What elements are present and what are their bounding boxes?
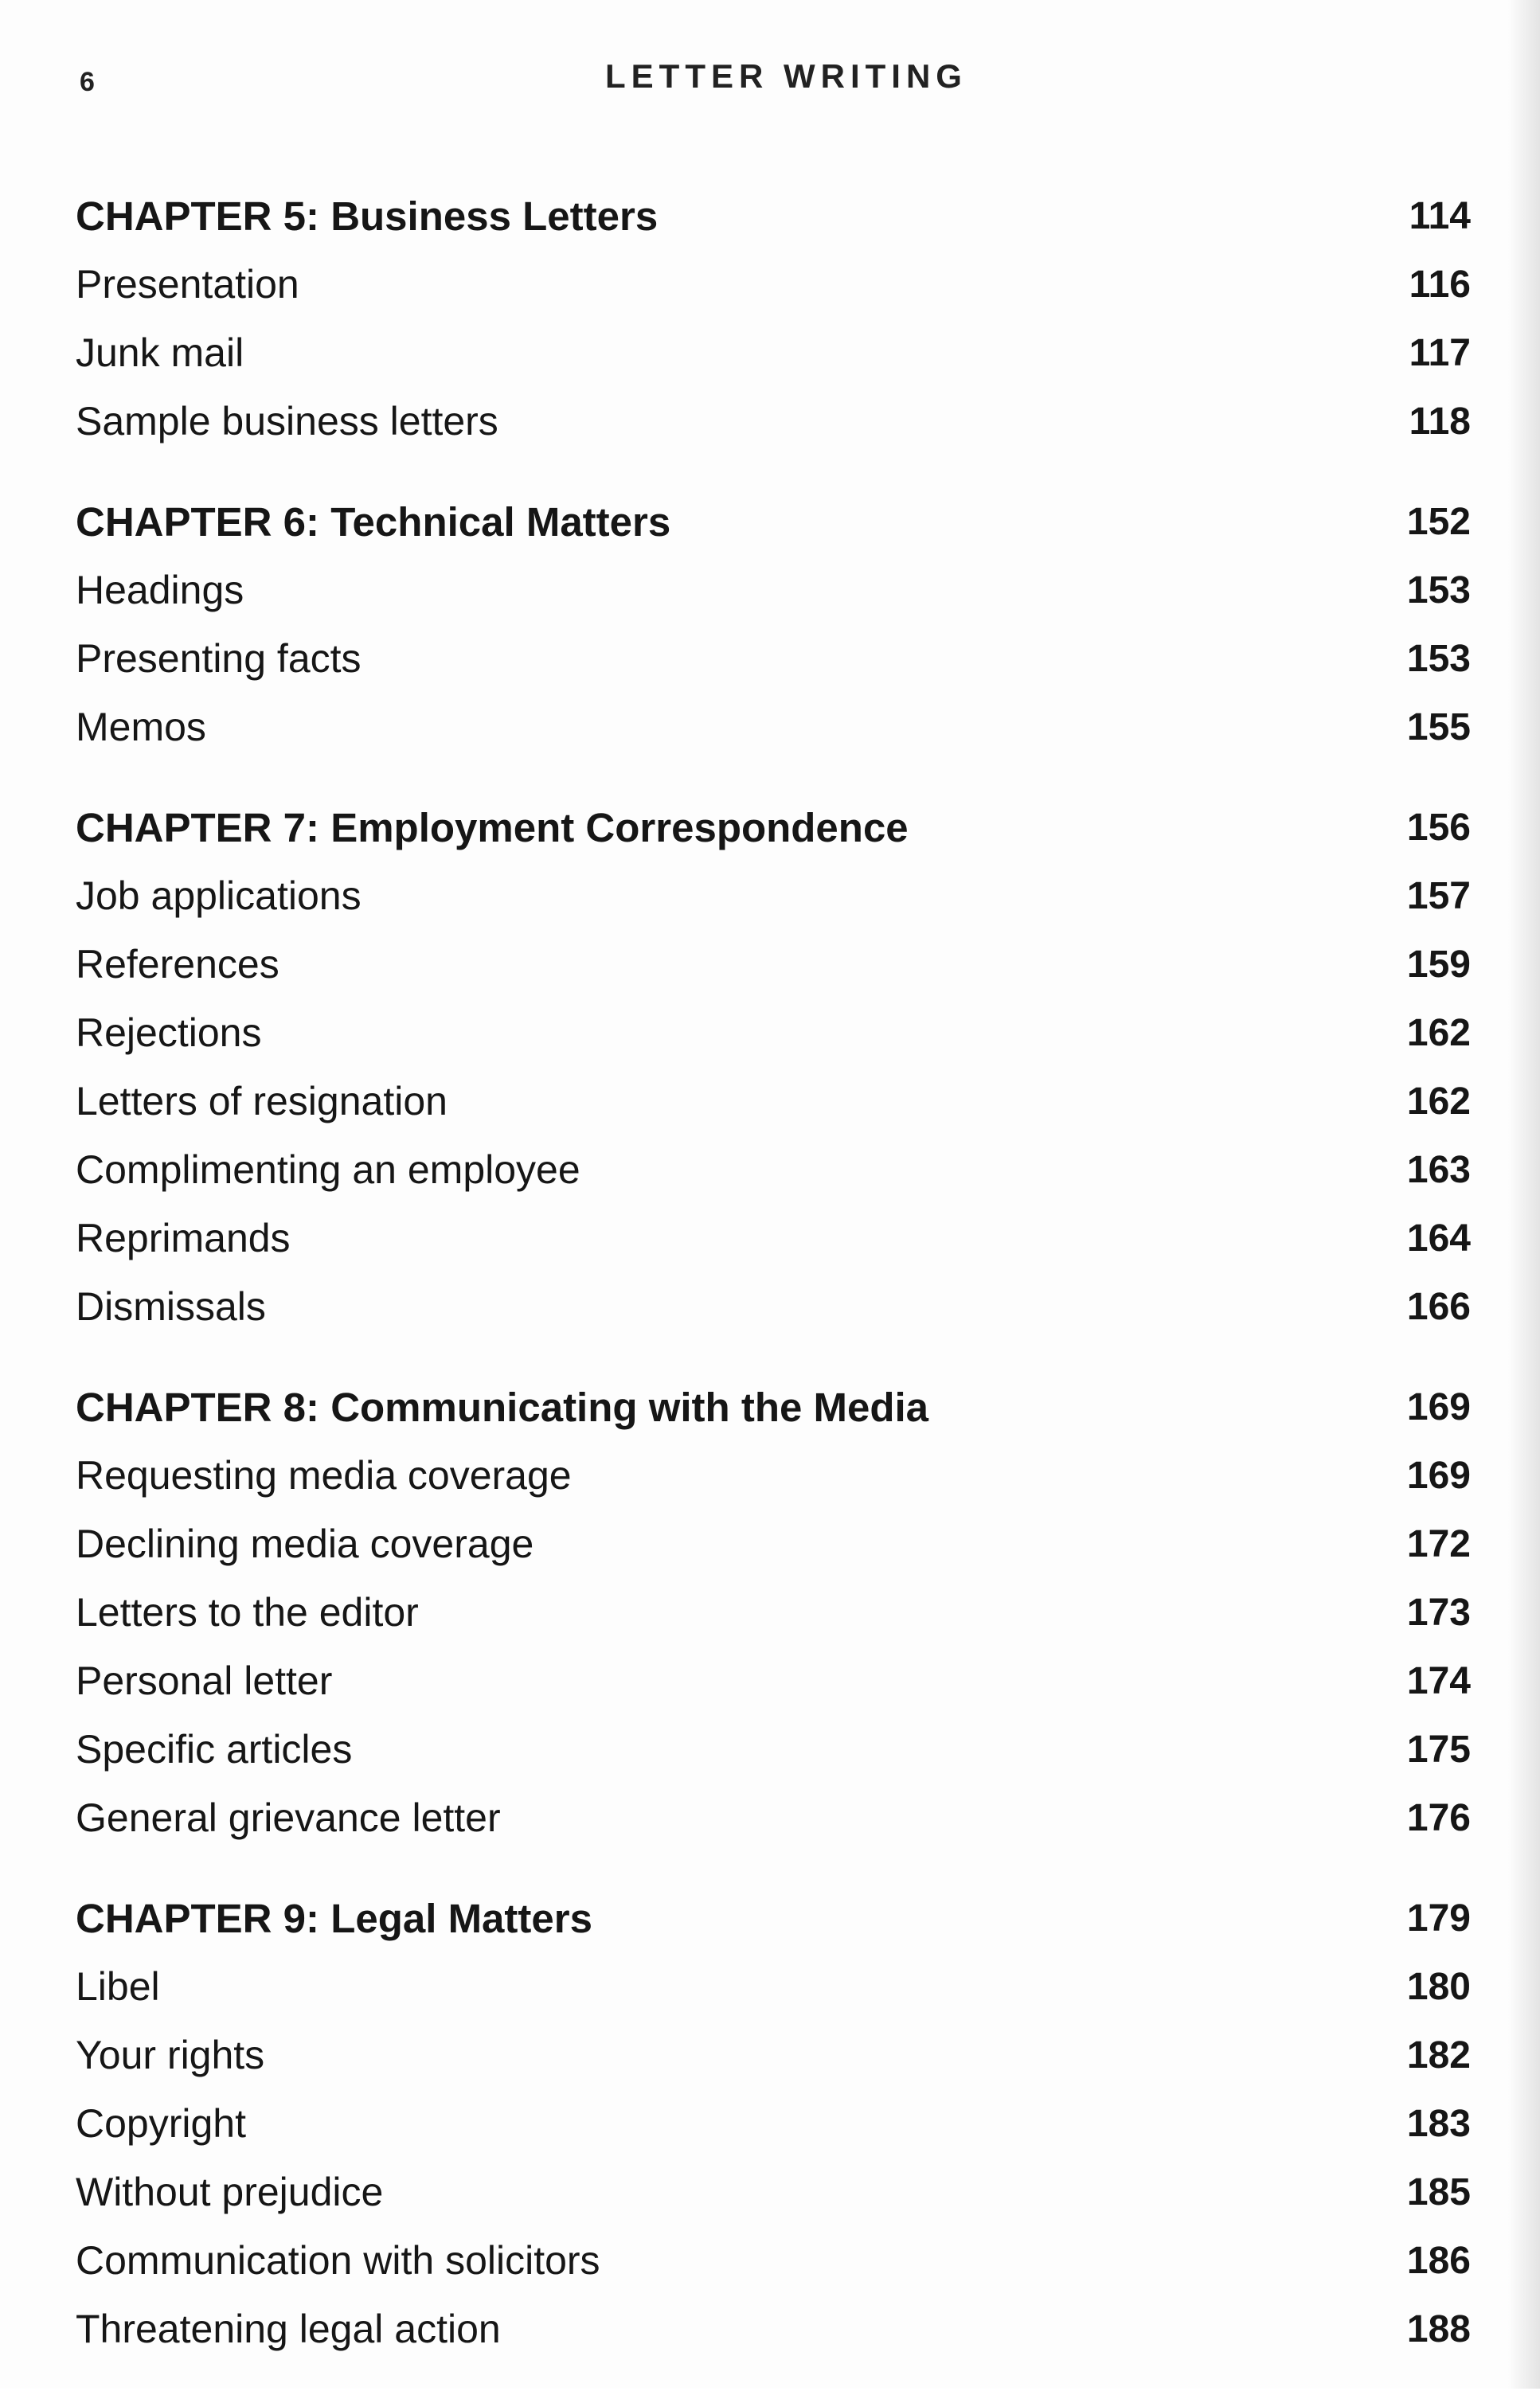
entry-page: 118 — [1409, 400, 1471, 443]
entry-page: 183 — [1406, 2102, 1471, 2145]
toc-entry — [76, 2226, 1477, 2295]
entry-page: 185 — [1406, 2170, 1471, 2213]
entry-label: Libel — [76, 1964, 160, 2009]
entry-label: References — [76, 942, 279, 987]
chapter-page: 152 — [1406, 500, 1471, 543]
entry-page: 159 — [1406, 943, 1471, 986]
chapter-6-section — [76, 487, 1477, 761]
running-head — [0, 49, 1540, 97]
page-number: 6 — [80, 67, 95, 97]
entry-label: Junk mail — [76, 330, 244, 375]
entry-page: 163 — [1406, 1148, 1471, 1191]
toc-entry — [76, 1647, 1477, 1715]
toc-entry — [76, 861, 1477, 930]
toc-entry — [76, 1067, 1477, 1135]
entry-label: Reprimands — [76, 1216, 291, 1260]
entry-label: Personal letter — [76, 1659, 333, 1703]
entry-label: Dismissals — [76, 1284, 266, 1329]
entry-page: 172 — [1406, 1522, 1471, 1565]
chapter-page: 179 — [1406, 1897, 1471, 1940]
toc-entry — [76, 930, 1477, 998]
entry-page: 180 — [1406, 1965, 1471, 2008]
toc-entry — [76, 998, 1477, 1067]
toc-chapter-heading — [76, 1884, 1477, 1952]
entry-label: Specific articles — [76, 1727, 353, 1772]
chapter-5-section — [76, 182, 1477, 455]
toc-entry — [76, 2089, 1477, 2158]
toc-entry — [76, 693, 1477, 761]
entry-label: Threatening legal action — [76, 2307, 501, 2351]
chapter-title: CHAPTER 8: Communicating with the Media — [76, 1384, 929, 1430]
toc-entry — [76, 250, 1477, 318]
entry-label: Presentation — [76, 262, 299, 307]
entry-label: Rejections — [76, 1010, 262, 1055]
chapter-title: CHAPTER 9: Legal Matters — [76, 1895, 592, 1941]
entry-label: Presenting facts — [76, 636, 362, 681]
running-title: LETTER WRITING — [605, 57, 967, 95]
entry-label: Letters to the editor — [76, 1590, 419, 1635]
entry-page: 162 — [1406, 1011, 1471, 1054]
toc-entry — [76, 1952, 1477, 2021]
toc-entry — [76, 1578, 1477, 1647]
entry-page: 182 — [1406, 2034, 1471, 2077]
toc-chapter-heading — [76, 487, 1477, 556]
entry-page: 173 — [1406, 1591, 1471, 1634]
toc-entry — [76, 1272, 1477, 1341]
entry-page: 153 — [1406, 637, 1471, 680]
toc-chapter-heading — [76, 182, 1477, 250]
entry-label: Memos — [76, 705, 206, 749]
chapter-page: 156 — [1406, 806, 1471, 849]
toc-entry — [76, 1715, 1477, 1784]
entry-label: Sample business letters — [76, 399, 498, 443]
entry-label: Complimenting an employee — [76, 1147, 580, 1192]
toc-entry — [76, 1135, 1477, 1204]
chapter-page: 169 — [1406, 1385, 1471, 1428]
entry-page: 164 — [1406, 1217, 1471, 1260]
chapter-page: 114 — [1409, 194, 1471, 237]
entry-page: 175 — [1406, 1728, 1471, 1771]
toc-entry — [76, 2158, 1477, 2226]
toc-entry — [76, 2295, 1477, 2363]
toc-entry — [76, 2021, 1477, 2089]
chapter-8-section — [76, 1373, 1477, 1852]
entry-label: Job applications — [76, 873, 362, 918]
page-edge-shadow — [1508, 0, 1540, 2389]
entry-page: 162 — [1406, 1080, 1471, 1123]
entry-page: 155 — [1406, 705, 1471, 748]
entry-page: 117 — [1409, 331, 1471, 374]
chapter-9-section — [76, 1884, 1477, 2363]
entry-page: 174 — [1406, 1659, 1471, 1702]
entry-label: Your rights — [76, 2033, 265, 2077]
entry-label: General grievance letter — [76, 1795, 501, 1840]
toc-entry — [76, 387, 1477, 455]
chapter-title: CHAPTER 7: Employment Correspondence — [76, 804, 909, 850]
entry-label: Declining media coverage — [76, 1522, 534, 1566]
entry-label: Communication with solicitors — [76, 2238, 600, 2283]
toc-entry — [76, 1204, 1477, 1272]
entry-page: 116 — [1409, 263, 1471, 306]
toc-entry — [76, 1510, 1477, 1578]
chapter-title: CHAPTER 5: Business Letters — [76, 193, 659, 239]
entry-label: Copyright — [76, 2101, 246, 2146]
toc-chapter-heading — [76, 1373, 1477, 1441]
toc-entry — [76, 318, 1477, 387]
toc-entry — [76, 624, 1477, 693]
entry-page: 176 — [1406, 1796, 1471, 1839]
chapter-title: CHAPTER 6: Technical Matters — [76, 498, 671, 545]
entry-page: 186 — [1406, 2239, 1471, 2282]
toc-entry — [76, 1441, 1477, 1510]
entry-page: 157 — [1406, 874, 1471, 917]
entry-label: Without prejudice — [76, 2170, 384, 2214]
entry-page: 153 — [1406, 568, 1471, 611]
entry-label: Letters of resignation — [76, 1079, 448, 1123]
entry-page: 169 — [1406, 1454, 1471, 1497]
toc-entry — [76, 556, 1477, 624]
entry-label: Headings — [76, 568, 244, 612]
entry-page: 188 — [1406, 2307, 1471, 2350]
chapter-7-section — [76, 793, 1477, 1341]
entry-label: Requesting media coverage — [76, 1453, 572, 1498]
toc-entry — [76, 1784, 1477, 1852]
toc-chapter-heading — [76, 793, 1477, 861]
table-of-contents — [76, 182, 1477, 2395]
entry-page: 166 — [1406, 1285, 1471, 1328]
